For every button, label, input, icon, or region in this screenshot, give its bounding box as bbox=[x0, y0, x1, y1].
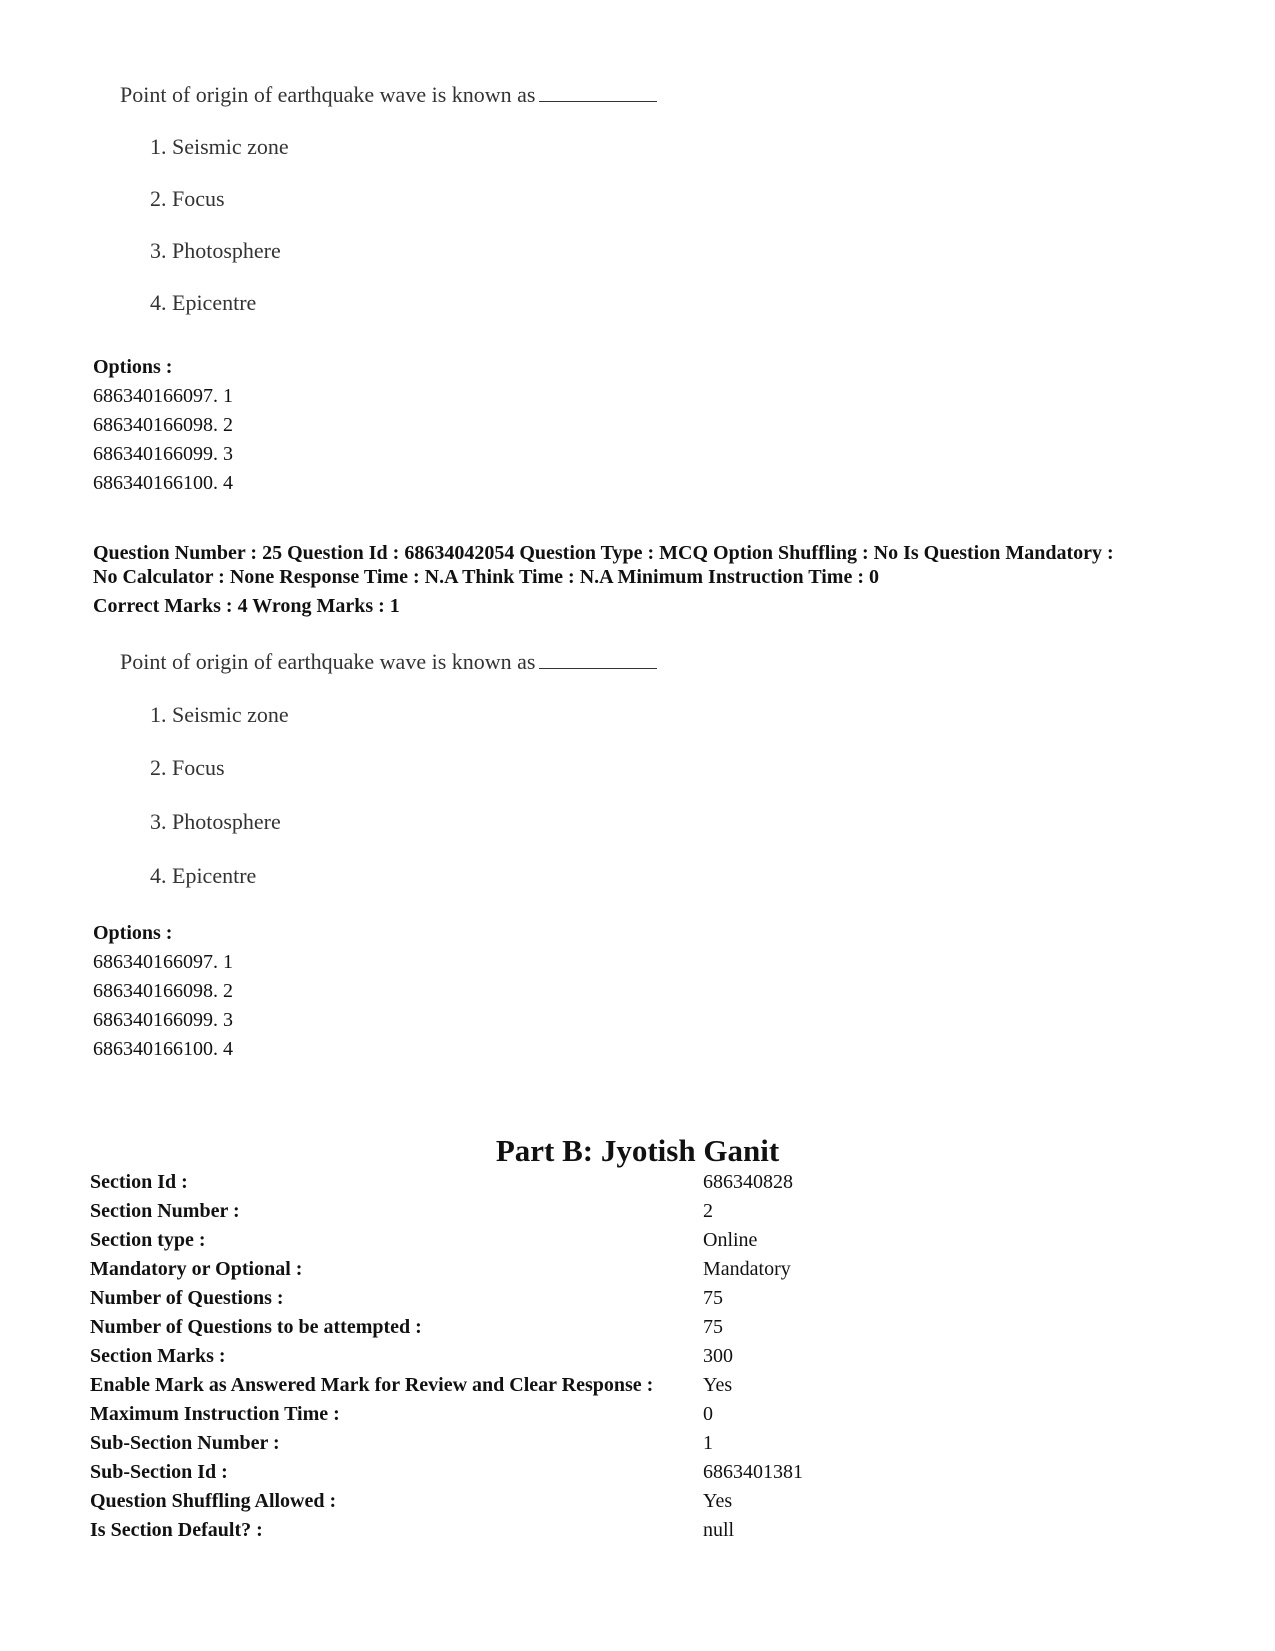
question-choice: 3. Photosphere bbox=[150, 809, 281, 834]
question-choice: 3. Photosphere bbox=[150, 238, 281, 263]
option-id-line: 686340166097. 1 bbox=[93, 951, 233, 973]
question-choice: 1. Seismic zone bbox=[150, 702, 289, 727]
section-field-label: Maximum Instruction Time : bbox=[90, 1403, 340, 1425]
section-field-value: 2 bbox=[703, 1200, 713, 1222]
section-field-label: Section Number : bbox=[90, 1200, 240, 1222]
options-label: Options : bbox=[93, 922, 173, 944]
option-id-line: 686340166100. 4 bbox=[93, 1038, 233, 1060]
section-field-value: 75 bbox=[703, 1287, 723, 1309]
section-field-value: 0 bbox=[703, 1403, 713, 1425]
section-field-label: Enable Mark as Answered Mark for Review and Clear Response : bbox=[90, 1374, 654, 1396]
section-field-label: Is Section Default? : bbox=[90, 1519, 263, 1541]
section-field-label: Number of Questions : bbox=[90, 1287, 284, 1309]
section-field-label: Section Id : bbox=[90, 1171, 188, 1193]
section-field-value: 300 bbox=[703, 1345, 733, 1367]
section-field-label: Mandatory or Optional : bbox=[90, 1258, 303, 1280]
section-field-value: Yes bbox=[703, 1374, 733, 1396]
question-meta-line: Question Number : 25 Question Id : 68634042054 Question Type : MCQ Option Shuffling : No Is Question Mandatory : bbox=[93, 542, 1114, 564]
section-field-value: 75 bbox=[703, 1316, 723, 1338]
option-id-line: 686340166098. 2 bbox=[93, 980, 233, 1002]
section-field-label: Sub-Section Id : bbox=[90, 1461, 228, 1483]
options-label: Options : bbox=[93, 356, 173, 378]
part-title: Part B: Jyotish Ganit bbox=[495, 1133, 780, 1168]
answer-blank bbox=[539, 650, 657, 669]
question-choice: 1. Seismic zone bbox=[150, 134, 289, 159]
option-id-line: 686340166098. 2 bbox=[93, 414, 233, 436]
option-id-line: 686340166099. 3 bbox=[93, 1009, 233, 1031]
section-field-label: Section Marks : bbox=[90, 1345, 226, 1367]
question-stem: Point of origin of earthquake wave is known as bbox=[120, 649, 657, 675]
section-field-label: Question Shuffling Allowed : bbox=[90, 1490, 337, 1512]
section-field-label: Sub-Section Number : bbox=[90, 1432, 280, 1454]
section-field-label: Number of Questions to be attempted : bbox=[90, 1316, 422, 1338]
section-field-value: 686340828 bbox=[703, 1171, 793, 1193]
section-field-value: 6863401381 bbox=[703, 1461, 803, 1483]
question-choice: 4. Epicentre bbox=[150, 290, 257, 315]
section-field-value: Online bbox=[703, 1229, 758, 1251]
option-id-line: 686340166099. 3 bbox=[93, 443, 233, 465]
section-field-label: Section type : bbox=[90, 1229, 206, 1251]
section-field-value: Mandatory bbox=[703, 1258, 791, 1280]
option-id-line: 686340166097. 1 bbox=[93, 385, 233, 407]
section-field-value: null bbox=[703, 1519, 735, 1541]
answer-blank bbox=[539, 83, 657, 102]
section-field-value: Yes bbox=[703, 1490, 733, 1512]
section-field-value: 1 bbox=[703, 1432, 713, 1454]
question-marks: Correct Marks : 4 Wrong Marks : 1 bbox=[93, 595, 400, 617]
option-id-line: 686340166100. 4 bbox=[93, 472, 233, 494]
question-choice: 2. Focus bbox=[150, 755, 225, 780]
question-choice: 4. Epicentre bbox=[150, 863, 257, 888]
question-meta-line: No Calculator : None Response Time : N.A Think Time : N.A Minimum Instruction Time : 0 bbox=[93, 566, 879, 588]
question-stem: Point of origin of earthquake wave is known as bbox=[120, 82, 657, 108]
question-choice: 2. Focus bbox=[150, 186, 225, 211]
